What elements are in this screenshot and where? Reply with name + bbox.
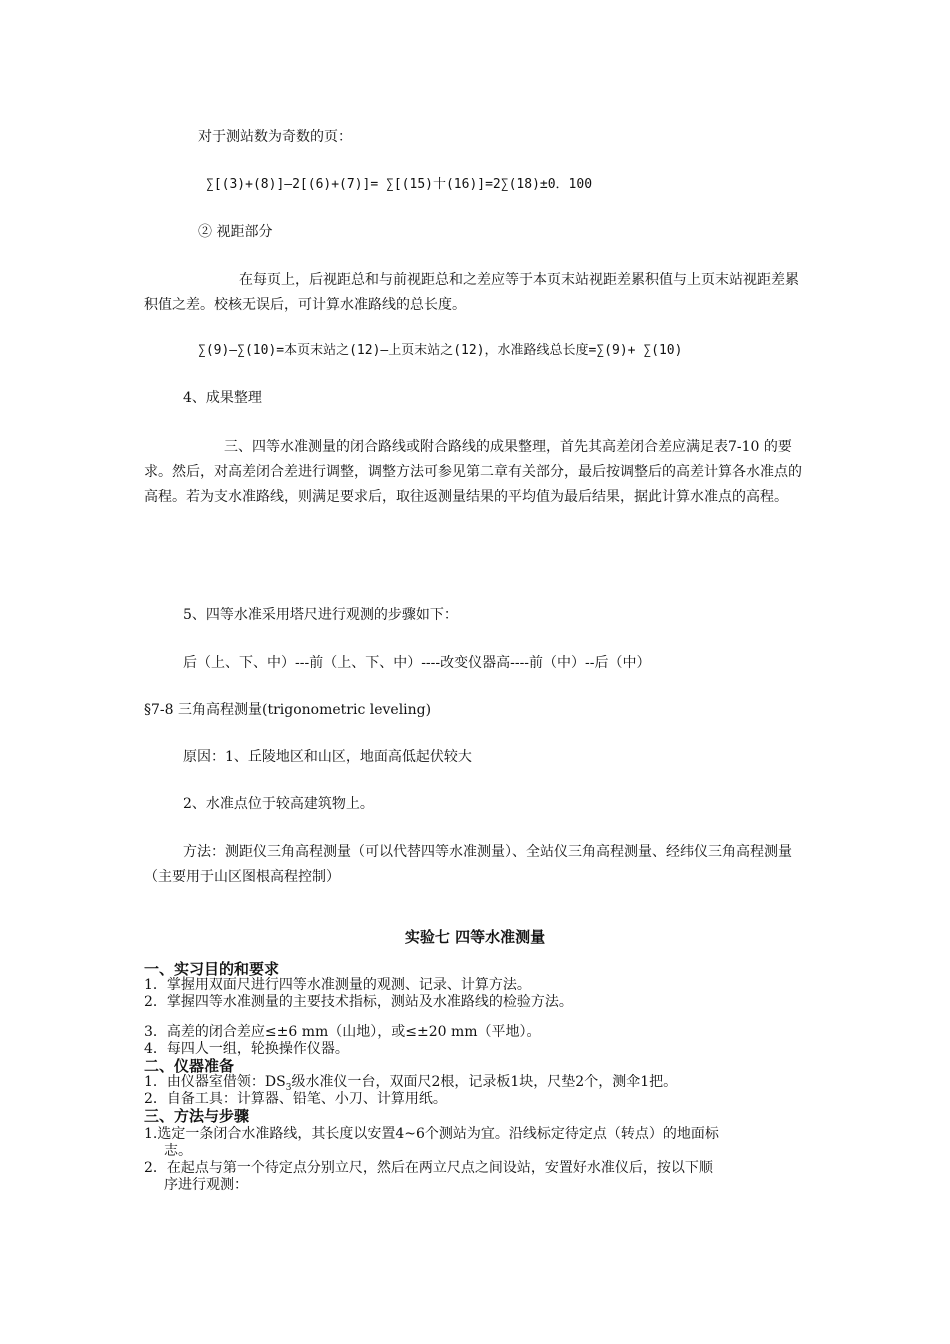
list-item: 2．掌握四等水准测量的主要技术指标，测站及水准路线的检验方法。: [144, 994, 573, 1010]
subscript: 3: [285, 1082, 292, 1093]
list-item: 3．高差的闭合差应≤±6 mm（山地），或≤±20 mm（平地）。: [144, 1024, 541, 1040]
sight-part-heading: ② 视距部分: [198, 224, 273, 240]
list-item: 2．在起点与第一个待定点分别立尺，然后在两立尺点之间设站，安置好水准仪后，按以下顺: [144, 1160, 713, 1176]
formula-line-2: ∑(9)—∑(10)=本页末站之(12)—上页末站之(12)，水准路线总长度=∑(9)+ ∑(10): [198, 343, 683, 358]
section-heading-3: 三、方法与步骤: [144, 1107, 250, 1125]
equipment-text-b: 级水准仪一台，双面尺2根，记录板1块，尺垫2个，测伞1把。: [291, 1074, 678, 1090]
method-paragraph: 方法：测距仪三角高程测量（可以代替四等水准测量）、全站仪三角高程测量、经纬仪三角高程测量（主要用于山区图根高程控制）: [144, 844, 792, 885]
section-heading-1: 一、实习目的和要求: [144, 960, 280, 978]
experiment-title: 实验七 四等水准测量: [404, 928, 546, 946]
formula-line-1: ∑[(3)+(8)]—2[(6)+(7)]= ∑[(15)十(16)]=2∑(18)±0．100: [206, 177, 593, 192]
list-item: 1.选定一条闭合水准路线，其长度以安置4~6个测站为宜。沿线标定待定点（转点）的地面标: [144, 1126, 719, 1142]
result-paragraph: 三、四等水准测量的闭合路线或附合路线的成果整理，首先其高差闭合差应满足表7-10 的要求。然后，对高差闭合差进行调整，调整方法可参见第二章有关部分，最后按调整后的高差计算各水准点的高程。若为支水准路线，则满足要求后，取往返测量结果的平均值为最后结果，据此计算水准点的高程。: [144, 439, 802, 505]
sight-paragraph: 在每页上，后视距总和与前视距总和之差应等于本页末站视距差累积值与上页末站视距差累积值之差。校核无误后，可计算水准路线的总长度。: [144, 272, 799, 313]
section-heading: §7-8 三角高程测量(trigonometric leveling): [144, 702, 432, 718]
step5-line: 5、四等水准采用塔尺进行观测的步骤如下：: [183, 607, 458, 623]
reason-2: 2、水准点位于较高建筑物上。: [183, 796, 374, 812]
list-item: 1．掌握用双面尺进行四等水准测量的观测、记录、计算方法。: [144, 977, 531, 993]
list-item: 4．每四人一组，轮换操作仪器。: [144, 1041, 349, 1057]
result-heading: 4、成果整理: [183, 390, 262, 406]
equipment-text-a: 1．由仪器室借领：DS: [144, 1074, 286, 1090]
list-item-continuation: 志。: [164, 1143, 192, 1159]
section-heading-2: 二、仪器准备: [144, 1057, 235, 1075]
reason-1: 原因：1、丘陵地区和山区，地面高低起伏较大: [183, 749, 472, 765]
list-item-continuation: 序进行观测：: [164, 1177, 248, 1193]
odd-station-line: 对于测站数为奇数的页：: [198, 129, 352, 145]
sequence-line: 后（上、下、中）---前（上、下、中）----改变仪器高----前（中）--后（中）: [183, 655, 651, 671]
list-item: 2．自备工具：计算器、铅笔、小刀、计算用纸。: [144, 1091, 447, 1107]
